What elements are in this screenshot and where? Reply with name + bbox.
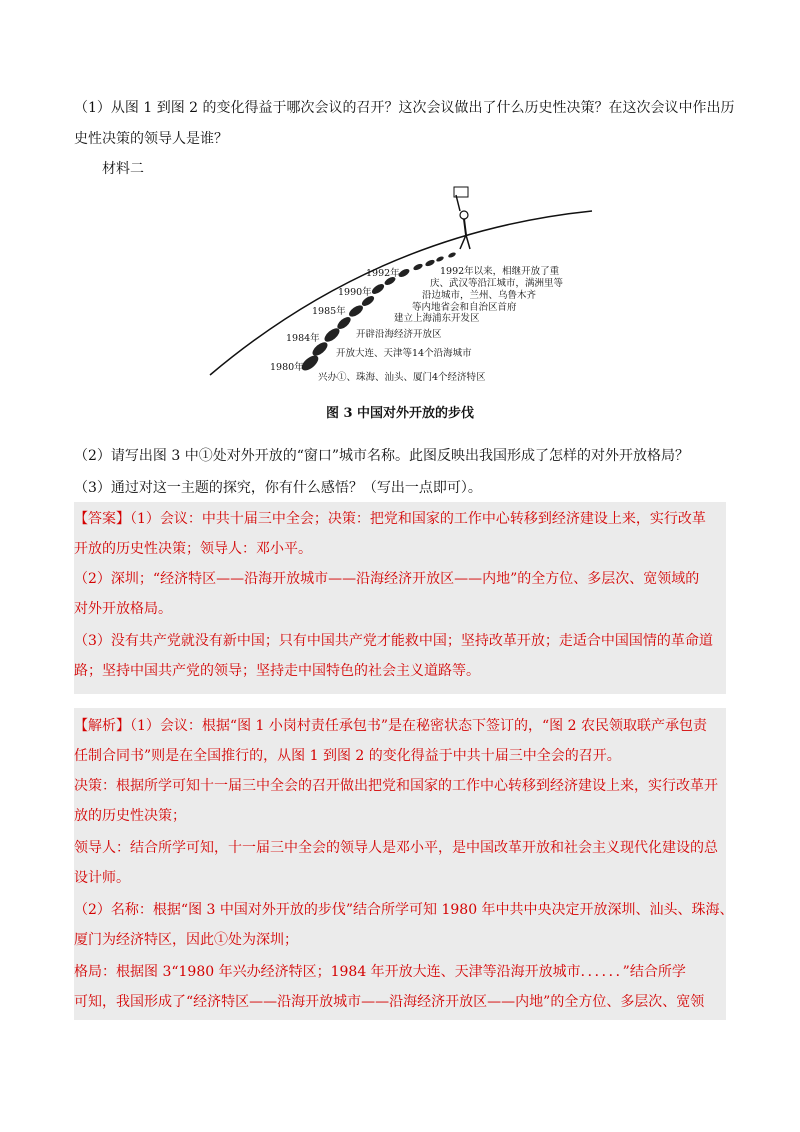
answer-line-3: （2）深圳；“经济特区——沿海开放城市——沿海经济开放区——内地”的全方位、多层次、宽领域的 xyxy=(74,571,700,587)
analysis-line-10: 可知，我国形成了“经济特区——沿海开放城市——沿海经济开放区——内地”的全方位、多层次、宽领 xyxy=(74,994,705,1010)
answer-line-6: 路；坚持中国共产党的领导；坚持走中国特色的社会主义道路等。 xyxy=(74,663,480,679)
question-3: （3）通过对这一主题的探究，你有什么感悟？（写出一点即可）。 xyxy=(74,480,482,496)
year-1990: 1990年 xyxy=(338,287,372,298)
answer-line-2: 开放的历史性决策；领导人：邓小平。 xyxy=(74,541,312,557)
note-1992-line-3: 沿边城市，兰州、乌鲁木齐 xyxy=(422,290,537,301)
year-1980: 1980年 xyxy=(270,362,304,373)
analysis-line-1: 【解析】（1）会议：根据“图 1 小岗村责任承包书”是在秘密状态下签订的，“图 2 农民领取联产承包责 xyxy=(74,718,707,734)
question-2: （2）请写出图 3 中①处对外开放的“窗口”城市名称。此图反映出我国形成了怎样的对外开放格局？ xyxy=(74,448,690,464)
analysis-line-7: （2）名称：根据“图 3 中国对外开放的步伐”结合所学可知 1980 年中共中央决定开放深圳、汕头、珠海、 xyxy=(74,902,734,918)
note-1985: 开辟沿海经济开放区 xyxy=(356,329,442,340)
note-1992-line-4: 等内地省会和自治区首府 xyxy=(412,302,517,313)
note-1990: 建立上海浦东开发区 xyxy=(394,313,480,324)
analysis-line-2: 任制合同书”则是在全国推行的，从图 1 到图 2 的变化得益于中共十届三中全会的召开。 xyxy=(74,748,621,764)
analysis-line-3: 决策：根据所学可知十一届三中全会的召开做出把党和国家的工作中心转移到经济建设上来，实行改革开 xyxy=(74,778,718,794)
year-1992: 1992年 xyxy=(366,268,400,279)
walking-figure-icon xyxy=(454,187,470,249)
question-1-line-1: （1）从图 1 到图 2 的变化得益于哪次会议的召开？这次会议做出了什么历史性决策？在这次会议中作出历 xyxy=(74,100,735,116)
opening-up-figure xyxy=(208,183,594,383)
year-1984: 1984年 xyxy=(286,333,320,344)
analysis-line-6: 设计师。 xyxy=(74,870,130,886)
analysis-line-5: 领导人：结合所学可知，十一届三中全会的领导人是邓小平，是中国改革开放和社会主义现代化建设的总 xyxy=(74,840,718,856)
answer-line-1: 【答案】（1）会议：中共十届三中全会；决策：把党和国家的工作中心转移到经济建设上来，实行改革 xyxy=(74,511,706,527)
answer-line-5: （3）没有共产党就没有新中国；只有中国共产党才能救中国；坚持改革开放；走适合中国国情的革命道 xyxy=(74,633,713,649)
question-1-line-2: 史性决策的领导人是谁？ xyxy=(74,131,228,147)
analysis-line-9: 格局：根据图 3“1980 年兴办经济特区；1984 年开放大连、天津等沿海开放城市．．．．．．”结合所学 xyxy=(74,964,686,980)
figure-caption: 图 3 中国对外开放的步伐 xyxy=(325,406,475,421)
material-label: 材料二 xyxy=(102,161,144,177)
year-1985: 1985年 xyxy=(312,306,346,317)
note-1992-line-2: 庆、武汉等沿江城市，满洲里等 xyxy=(430,278,564,289)
note-1992-line-1: 1992年以来，相继开放了重 xyxy=(440,266,560,277)
analysis-line-4: 放的历史性决策； xyxy=(74,808,186,824)
note-1984: 开放大连、天津等14个沿海城市 xyxy=(336,348,472,359)
analysis-line-8: 厦门为经济特区，因此①处为深圳； xyxy=(74,932,298,948)
note-1980: 兴办①、珠海、汕头、厦门4个经济特区 xyxy=(318,372,486,383)
answer-line-4: 对外开放格局。 xyxy=(74,601,172,617)
